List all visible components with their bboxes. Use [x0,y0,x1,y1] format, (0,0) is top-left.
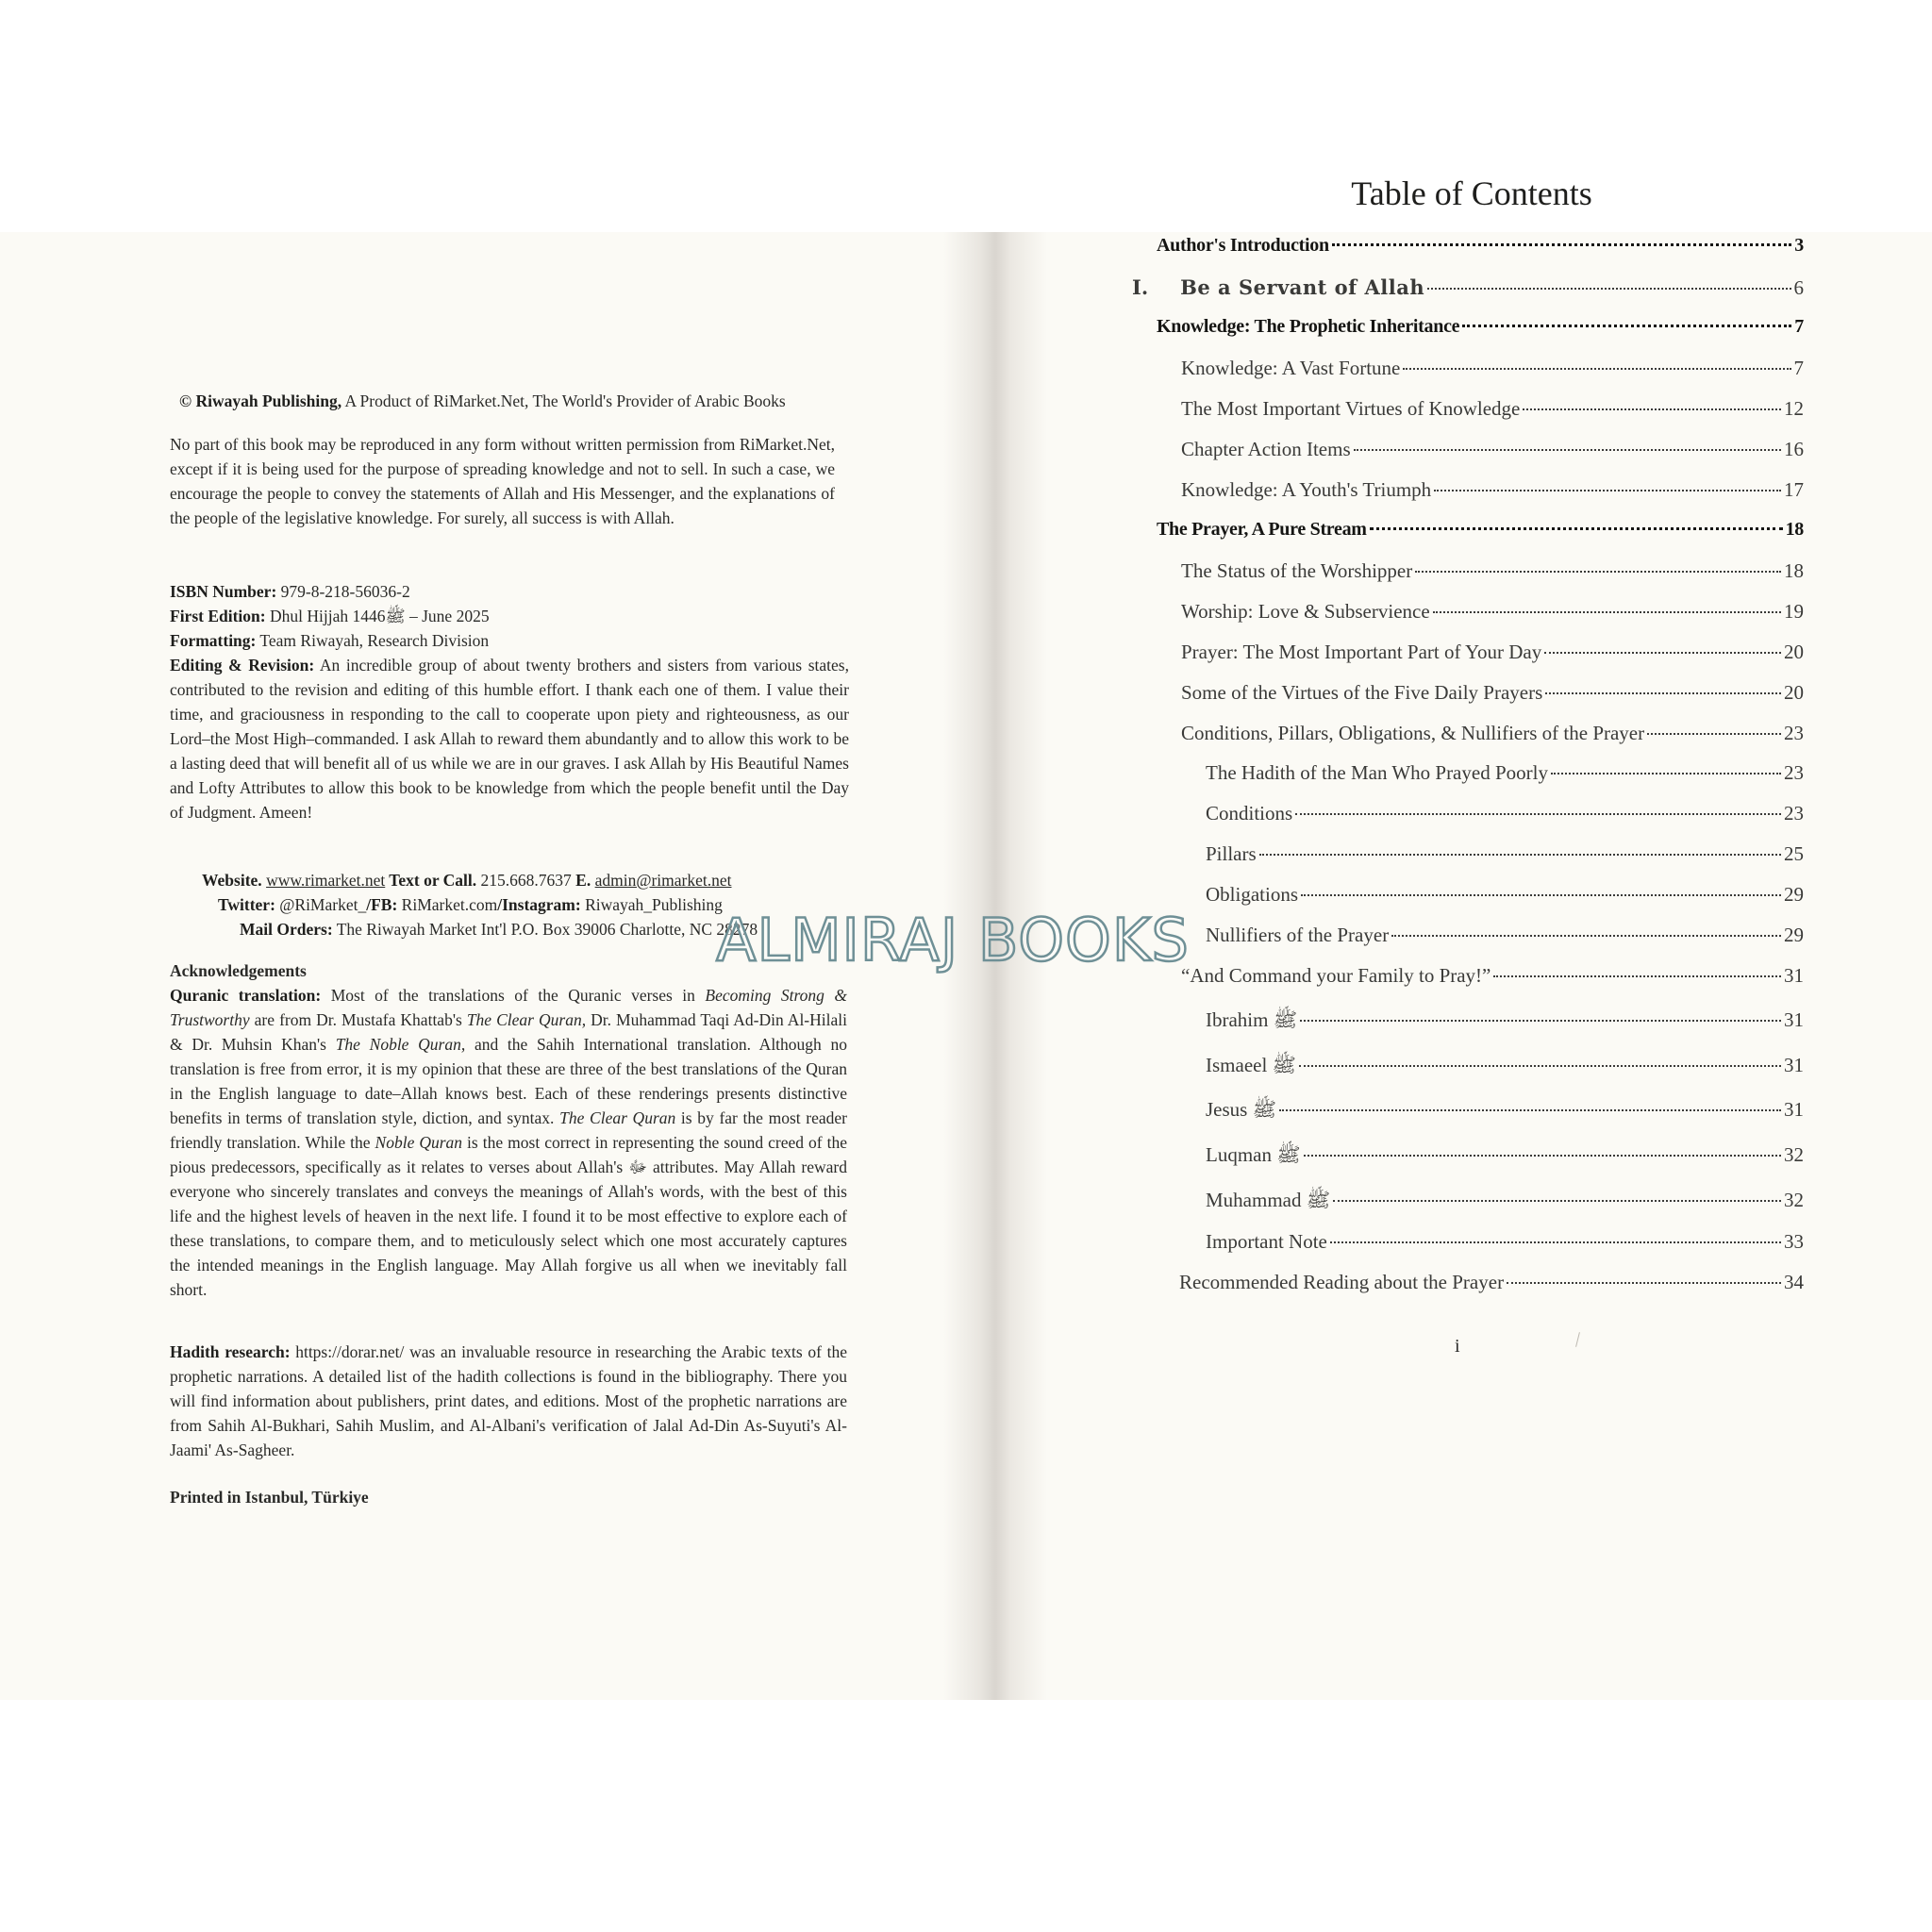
toc-entry [1206,883,1804,915]
toc-entry-title: Chapter Action Items [1181,438,1351,460]
book-title-clear-quran: The Clear Quran, [466,1010,587,1029]
toc-entry-page: 32 [1784,1189,1804,1211]
edition-label: First Edition: [170,607,266,625]
toc-entry-page: 12 [1784,397,1804,420]
toc-entry-title: “And Command your Family to Pray!” [1181,964,1491,987]
isbn-label: ISBN Number: [170,582,277,601]
toc-entry-page: 34 [1784,1271,1804,1293]
toc-entry-page: 3 [1794,235,1804,256]
website-link[interactable]: www.rimarket.net [266,871,386,890]
toc-leader-dots [1403,368,1790,370]
toc-entry [1132,275,1804,308]
toc-entry [1206,1142,1804,1174]
book-title-clear-quran-2: The Clear Quran [559,1108,676,1127]
toc-entry [1206,1008,1804,1040]
toc-title: Table of Contents [1351,175,1592,212]
toc-entry-page: 17 [1784,478,1804,501]
toc-entry-page: 20 [1784,681,1804,704]
toc-entry-title: Author's Introduction [1157,235,1329,256]
toc-entry [1206,1053,1804,1085]
email-label: E. [575,871,591,890]
toc-entry-title: Important Note [1206,1230,1327,1253]
toc-entry-title: Ismaeel ﷺ [1206,1054,1296,1076]
toc-entry [1181,478,1804,510]
edition-line [170,604,849,628]
toc-leader-dots [1301,894,1781,896]
toc-entry-page: 20 [1784,641,1804,663]
toc-entry-page: 29 [1784,883,1804,906]
quranic-text-1: Most of the translations of the Quranic verses in [321,986,706,1005]
toc-entry [1181,438,1804,470]
toc-leader-dots [1493,975,1781,977]
toc-entry [1157,235,1804,267]
book-title-becoming-strong: Becoming Strong & Trustworthy [170,986,847,1029]
toc-leader-dots [1507,1282,1781,1284]
toc-leader-dots [1391,935,1781,937]
toc-entry [1181,600,1804,632]
toc-entry-title: The Most Important Virtues of Knowledge [1181,397,1521,420]
toc-entry-page: 19 [1784,600,1804,623]
toc-entry-title: The Hadith of the Man Who Prayed Poorly [1206,761,1548,784]
toc-entry [1206,1188,1804,1220]
toc-leader-dots [1462,325,1791,327]
toc-entry-page: 31 [1784,964,1804,987]
formatting-label: Formatting: [170,631,257,650]
toc-entry-title: Muhammad ﷺ [1206,1189,1331,1211]
toc-entry-page: 32 [1784,1143,1804,1166]
quranic-text-5: is by far the most reader friendly translation. While the [170,1108,848,1152]
instagram-value: Riwayah_Publishing [580,895,723,914]
toc-leader-dots [1433,611,1781,613]
toc-leader-dots [1370,527,1783,530]
book-title-noble-quran: The Noble Quran, [335,1035,466,1054]
toc-leader-dots [1427,288,1790,290]
mail-label: Mail Orders: [240,920,333,939]
toc-entry-title: Knowledge: A Youth's Triumph [1181,478,1432,501]
publication-details [170,579,849,824]
toc-entry [1206,802,1804,834]
toc-leader-dots [1434,490,1781,491]
website-label: Website. [202,871,262,890]
toc-leader-dots [1300,1020,1781,1022]
toc-entry-title: Recommended Reading about the Prayer [1179,1271,1505,1293]
toc-leader-dots [1551,773,1781,774]
toc-entry [1206,761,1804,793]
toc-entry [1181,397,1804,429]
toc-entry [1181,722,1804,754]
toc-entry [1179,1271,1804,1303]
toc-entry [1206,1097,1804,1129]
toc-entry [1181,681,1804,713]
toc-leader-dots [1647,733,1781,735]
website-line [202,868,862,892]
toc-entry-page: 16 [1784,438,1804,460]
phone-label: Text or Call. [385,871,477,890]
toc-entry [1181,559,1804,591]
toc-entry [1206,924,1804,956]
watermark: ALMIRAJ BOOKS [716,906,1190,974]
quranic-label: Quranic translation: [170,986,322,1005]
editing-value: An incredible group of about twenty brothers and sisters from various states, contributed to the revision and editing of this humble effort. I thank each one of them. I value their time, and graciousness in responding to the call to cooperate upon piety and righteousness, as our Lord–the Most High–commanded. I ask Allah to reward them abundantly and to allow this work to be a lasting deed that will benefit all of us while we are in our graves. I ask Allah by His Beautiful Names and Lofty Attributes to allow this book to be knowledge from which the people benefit until the Day of Judgment. Ameen! [170,656,849,822]
toc-entry-title: Be a Servant of Allah [1180,275,1425,299]
toc-entry-title: Conditions, Pillars, Obligations, & Nullifiers of the Prayer [1181,722,1645,744]
toc-entry-title: Conditions [1206,802,1293,824]
toc-entry-title: Prayer: The Most Important Part of Your Day [1181,641,1542,663]
toc-entry-page: 25 [1784,842,1804,865]
isbn-value: 979-8-218-56036-2 [276,582,410,601]
formatting-value: Team Riwayah, Research Division [256,631,490,650]
isbn-line [170,579,849,604]
page-number: i [1455,1336,1460,1357]
toc-entry-title: Jesus ﷺ [1206,1098,1276,1121]
toc-leader-dots [1545,692,1781,694]
phone-value: 215.668.7637 [476,871,576,890]
copyright-holder: © Riwayah Publishing, [179,391,342,410]
copyright-rest: A Product of RiMarket.Net, The World's Provider of Arabic Books [341,391,786,410]
toc-entry-title: Some of the Virtues of the Five Daily Prayers [1181,681,1543,704]
quranic-text-6: is the most correct in representing the sound creed of the pious predecessors, specifically as it relates to verses about Allah's ﷻ attributes. May Allah reward everyone who sincerely translates and conveys the meanings of Allah's words, with the best of this life and the highest levels of heaven in the next life. I found it to be most effective to explore each of these translations, to compare them, and to meticulously select which one most accurately captures the intended meanings in the English language. May Allah forgive us all when we inevitably fall short. [170,1133,847,1299]
toc-entry-title: Obligations [1206,883,1298,906]
quranic-text-3: Dr. Muhammad Taqi Ad-Din Al-Hilali & Dr. Muhsin Khan's [170,1010,847,1054]
toc-entry [1181,357,1804,389]
printed-location: Printed in Istanbul, Türkiye [170,1488,369,1507]
toc-entry-title: Worship: Love & Subservience [1181,600,1430,623]
twitter-label: Twitter: [218,895,275,914]
toc-entry-page: 18 [1784,559,1804,582]
email-link[interactable]: admin@rimarket.net [594,871,732,890]
edition-value: Dhul Hijjah ﷺ1446 – June 2025 [265,607,490,625]
toc-leader-dots [1415,571,1781,573]
hadith-research-paragraph [170,1340,847,1462]
toc-leader-dots [1259,854,1781,856]
toc-entry-page: 6 [1793,276,1804,299]
toc-entry-page: 31 [1784,1098,1804,1121]
instagram-label: /Instagram: [497,895,581,914]
toc-entry [1206,1230,1804,1262]
toc-leader-dots [1333,1200,1781,1202]
toc-entry-page: 23 [1784,802,1804,824]
toc-leader-dots [1295,813,1781,815]
toc-entry [1157,519,1804,551]
toc-entry [1206,842,1804,874]
toc-leader-dots [1299,1065,1781,1067]
copyright-line [179,389,786,413]
quranic-text-4: and the Sahih International translation. Although no translation is free from error, it is my opinion that these are three of the best translations of the Quran in the English language to date–Allah knows best. Each of these renderings presents distinctive benefits in terms of translation style, diction, and syntax. [170,1035,848,1127]
twitter-handle: @RiMarket_ [275,895,367,914]
toc-entry-title: Knowledge: The Prophetic Inheritance [1157,316,1460,337]
toc-entry-page: 23 [1784,761,1804,784]
book-title-noble-quran-2: Noble Quran [375,1133,463,1152]
toc-entry [1181,641,1804,673]
toc-entry-page: 33 [1784,1230,1804,1253]
toc-leader-dots [1354,449,1781,451]
acknowledgements-heading: Acknowledgements [170,961,307,980]
toc-entry-title: Ibrahim ﷺ [1206,1008,1298,1031]
formatting-line [170,628,849,653]
toc-entry-title: Luqman ﷺ [1206,1143,1301,1166]
toc-entry-page: 31 [1784,1008,1804,1031]
rights-notice: No part of this book may be reproduced in any form without written permission from RiMarket.Net, except if it is being used for the purpose of spreading knowledge and not to sell. In such a case, we encourage the people to convey the statements of Allah and His Messenger, and the explanations of the people of the legislative knowledge. For surely, all success is with Allah. [170,435,835,527]
toc-entry-title: Nullifiers of the Prayer [1206,924,1390,946]
toc-entry-page: 23 [1784,722,1804,744]
toc-leader-dots [1523,408,1781,410]
editing-paragraph [170,653,849,824]
toc-entry-title: Pillars [1206,842,1257,865]
quranic-text-2: are from Dr. Mustafa Khattab's [249,1010,467,1029]
toc-leader-dots [1304,1155,1781,1157]
fb-label: /FB: [366,895,398,914]
toc-entry-title: The Prayer, A Pure Stream [1157,519,1367,540]
toc-leader-dots [1330,1241,1781,1243]
toc-leader-dots [1332,243,1791,246]
editing-label: Editing & Revision: [170,656,315,675]
toc-entry-title: Knowledge: A Vast Fortune [1181,357,1401,379]
hadith-value: https://dorar.net/ was an invaluable resource in researching the Arabic texts of the prophetic narrations. A detailed list of the hadith collections is found in the bibliography. There you will find information about publishers, print dates, and editions. Most of the prophetic narrations are from Sahih Al-Bukhari, Sahih Muslim, and Al-Albani's verification of Jalal Ad-Din As-Suyuti's Al-Jaami' As-Sagheer. [170,1342,847,1459]
toc-entry [1157,316,1804,348]
mail-value: The Riwayah Market Int'l P.O. Box 39006 Charlotte, NC 28278 [332,920,758,939]
toc-entry [1181,964,1804,996]
hadith-label: Hadith research: [170,1342,291,1361]
toc-entry-page: 18 [1785,519,1804,540]
toc-entry-page: 29 [1784,924,1804,946]
toc-entry-page: 31 [1784,1054,1804,1076]
toc-entry-number: I. [1132,275,1149,299]
toc-leader-dots [1279,1109,1781,1111]
fb-value: RiMarket.com [397,895,498,914]
toc-leader-dots [1544,652,1781,654]
toc-entry-page: 7 [1794,316,1804,337]
quranic-translation-paragraph [170,983,847,1302]
toc-entry-title: The Status of the Worshipper [1181,559,1413,582]
toc-entry-page: 7 [1793,357,1804,379]
